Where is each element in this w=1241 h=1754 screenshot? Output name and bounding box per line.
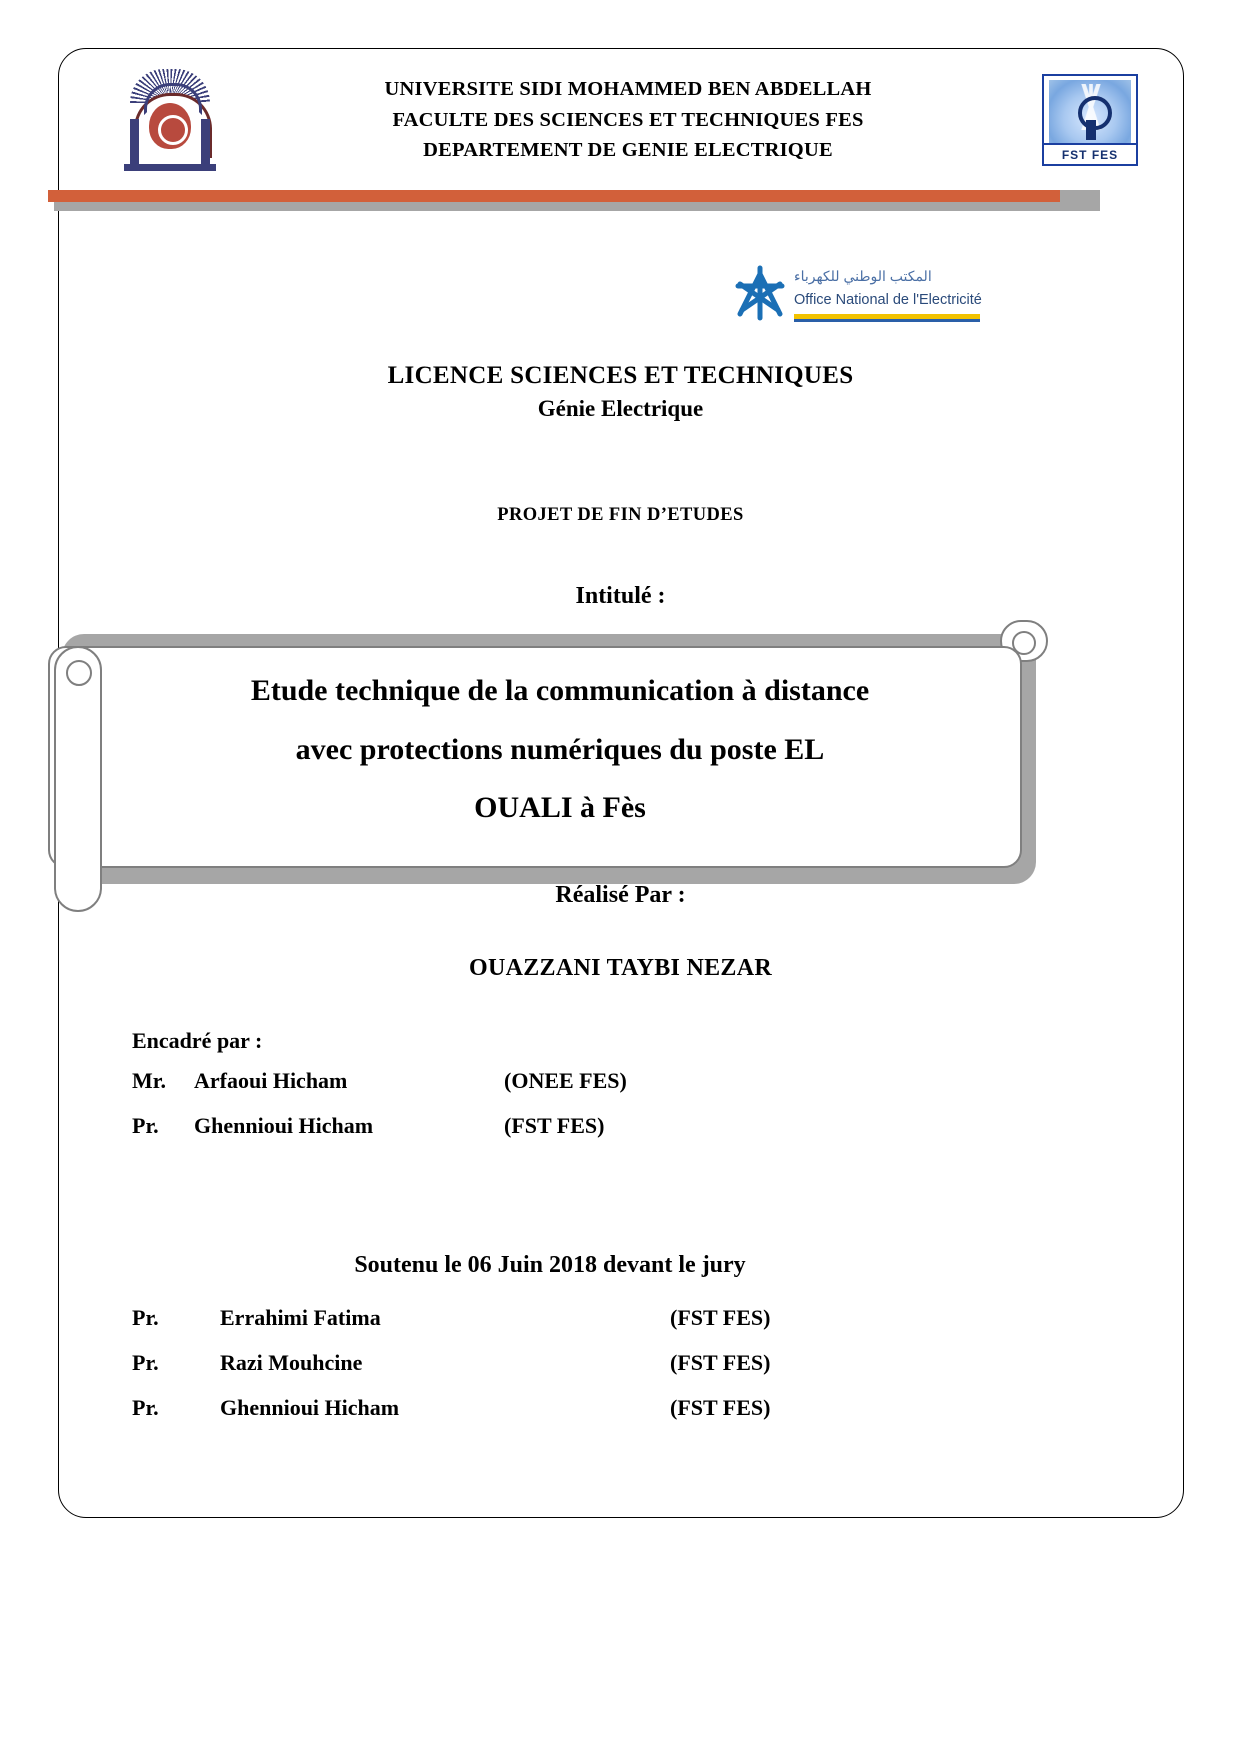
supervisor-title: Mr. [132, 1068, 167, 1093]
fst-fes-logo-icon [1042, 74, 1138, 166]
fst-fes-logo-caption: FST FES [1044, 143, 1136, 164]
supervisor-affiliation: (ONEE FES) [504, 1068, 627, 1093]
department-name: DEPARTEMENT DE GENIE ELECTRIQUE [423, 139, 833, 162]
degree-specialty: Génie Electrique [537, 396, 704, 421]
list-item [132, 1113, 892, 1158]
project-title-line-1: Etude technique de la communication à distance [250, 674, 870, 707]
university-name: UNIVERSITE SIDI MOHAMMED BEN ABDELLAH [384, 77, 872, 100]
title-scroll-box [48, 620, 1048, 908]
faculty-name: FACULTE DES SCIENCES ET TECHNIQUES FES [392, 108, 864, 131]
jury-affiliation: (FST FES) [670, 1305, 771, 1330]
onee-french-text: Office National de l'Electricité [794, 292, 982, 308]
institution-block [214, 74, 1042, 166]
defense-line: Soutenu le 06 Juin 2018 devant le jury [354, 1252, 746, 1278]
onee-arabic-text: المكتب الوطني للكهرباء [794, 268, 932, 284]
titled-label: Intitulé : [575, 583, 666, 609]
list-item [132, 1068, 892, 1113]
jury-affiliation: (FST FES) [670, 1350, 771, 1375]
jury-list [132, 1305, 932, 1440]
jury-title: Pr. [132, 1350, 159, 1375]
list-item [132, 1350, 932, 1395]
header-divider-rule [48, 190, 1194, 212]
project-title-line-3: OUALI à Fès [474, 791, 646, 824]
supervisor-list [132, 1068, 892, 1158]
degree-title: LICENCE SCIENCES ET TECHNIQUES [387, 362, 854, 389]
project-title [120, 662, 1000, 838]
onee-logo [730, 262, 980, 334]
jury-name: Errahimi Fatima [220, 1305, 381, 1330]
supervisor-affiliation: (FST FES) [504, 1113, 605, 1138]
document-type: PROJET DE FIN D’ETUDES [497, 505, 744, 525]
author-name: OUAZZANI TAYBI NEZAR [469, 955, 772, 981]
jury-affiliation: (FST FES) [670, 1395, 771, 1420]
university-crest-icon [116, 67, 224, 173]
jury-title: Pr. [132, 1305, 159, 1330]
supervisor-title: Pr. [132, 1113, 159, 1138]
jury-name: Ghennioui Hicham [220, 1395, 400, 1420]
list-item [132, 1395, 932, 1440]
supervision-label: Encadré par : [132, 1028, 263, 1053]
jury-title: Pr. [132, 1395, 159, 1420]
project-title-line-2: avec protections numériques du poste EL [295, 732, 825, 766]
supervisor-name: Arfaoui Hicham [194, 1068, 348, 1093]
author-label: Réalisé Par : [555, 882, 686, 908]
jury-name: Razi Mouhcine [220, 1350, 363, 1375]
scroll-roll-left [54, 646, 102, 912]
supervisor-name: Ghennioui Hicham [194, 1113, 374, 1138]
document-header [60, 50, 1182, 190]
onee-star-icon [732, 264, 788, 322]
list-item [132, 1305, 932, 1350]
